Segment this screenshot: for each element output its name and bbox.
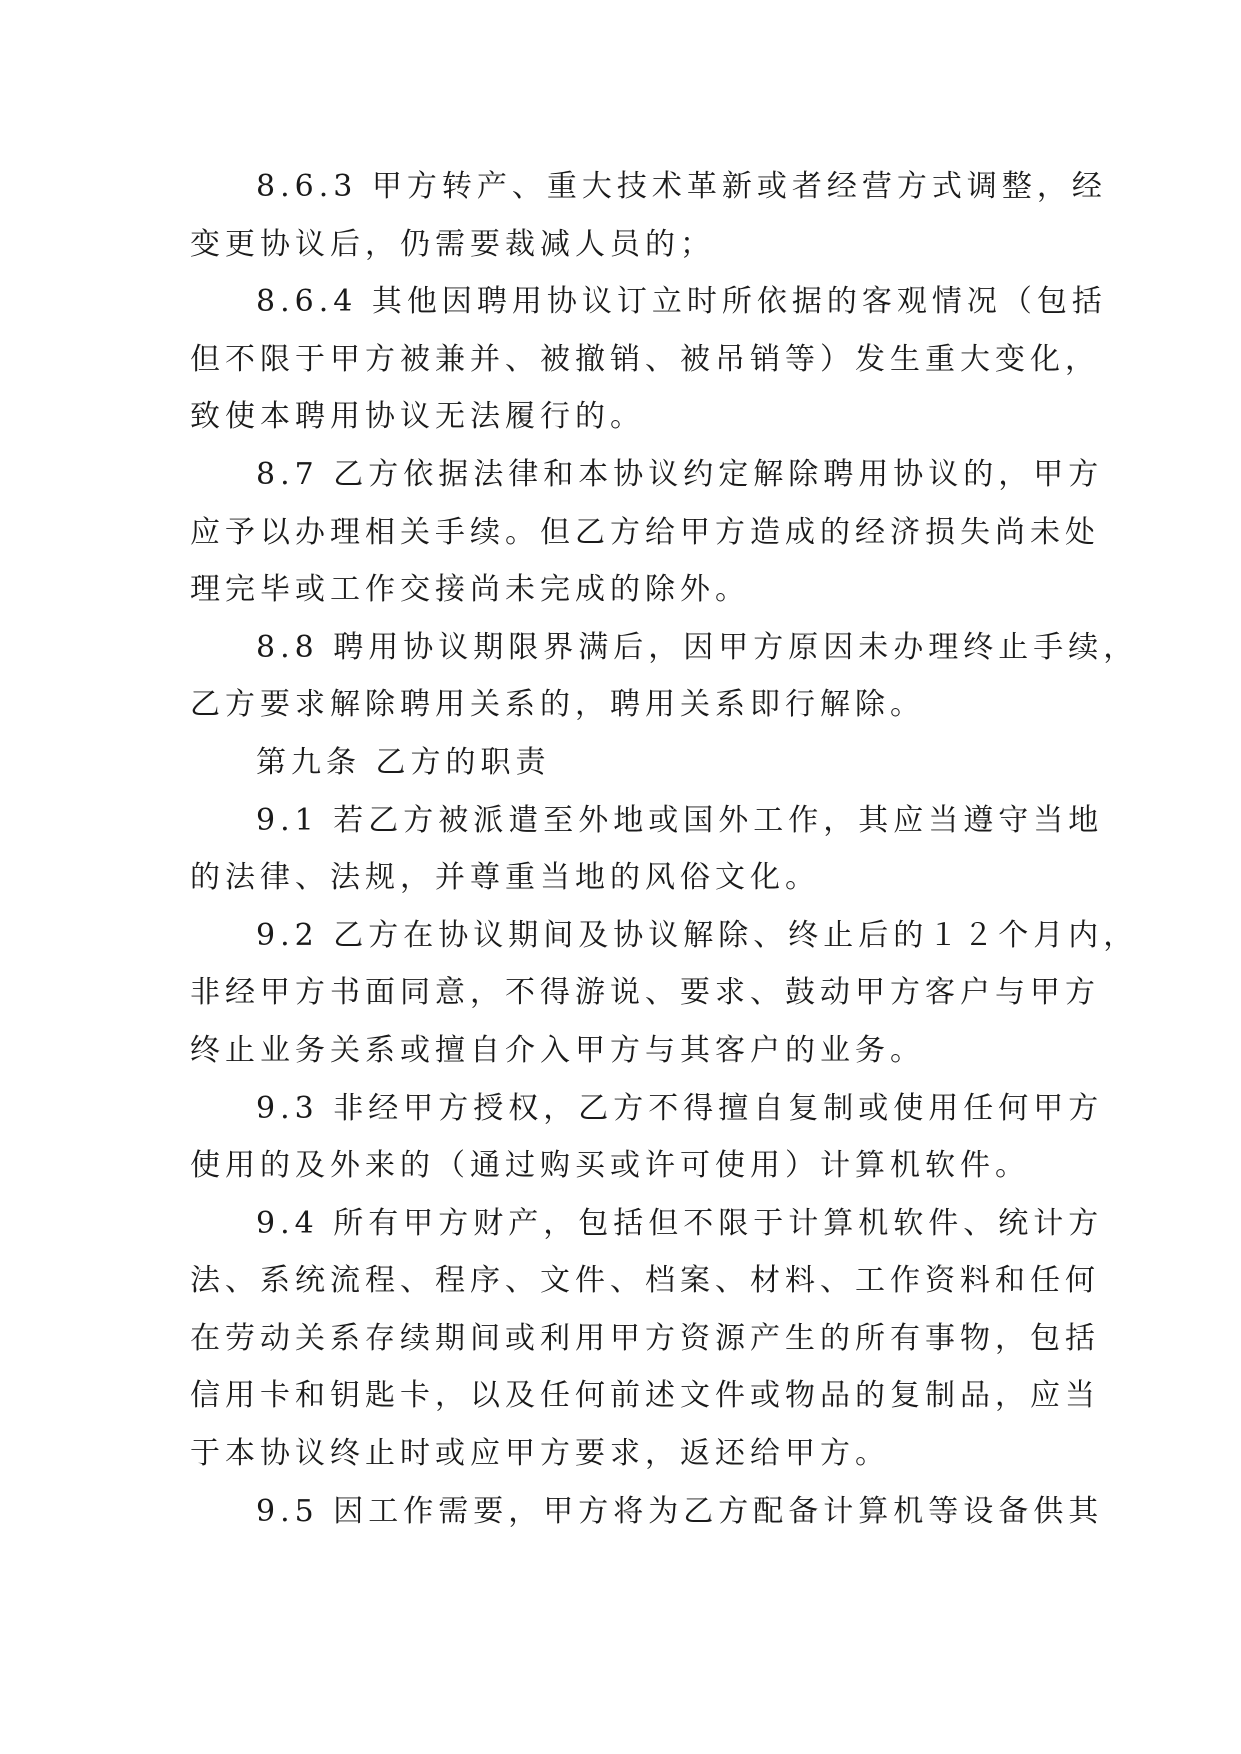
- text-line: 8.8 聘用协议期限界满后，因甲方原因未办理终止手续，: [256, 629, 1139, 665]
- text-line: 9.5 因工作需要，甲方将为乙方配备计算机等设备供其: [256, 1493, 1104, 1529]
- text-line: 9.1 若乙方被派遣至外地或国外工作，其应当遵守当地: [256, 802, 1104, 838]
- text-line: 变更协议后，仍需要裁减人员的；: [190, 226, 715, 262]
- text-line: 9.4 所有甲方财产，包括但不限于计算机软件、统计方: [256, 1205, 1104, 1241]
- text-line: 致使本聘用协议无法履行的。: [190, 399, 645, 435]
- text-line: 在劳动关系存续期间或利用甲方资源产生的所有事物，包括: [190, 1320, 1100, 1356]
- text-line: 乙方要求解除聘用关系的，聘用关系即行解除。: [190, 687, 925, 723]
- text-line: 8.7 乙方依据法律和本协议约定解除聘用协议的，甲方: [256, 456, 1104, 492]
- text-line: 9.2 乙方在协议期间及协议解除、终止后的１２个月内，: [256, 917, 1139, 953]
- text-line: 信用卡和钥匙卡，以及任何前述文件或物品的复制品，应当: [190, 1378, 1100, 1414]
- text-line: 理完毕或工作交接尚未完成的除外。: [190, 572, 750, 608]
- document-body: [190, 158, 1139, 1540]
- text-line: 于本协议终止时或应甲方要求，返还给甲方。: [190, 1436, 890, 1472]
- section-heading: 第九条 乙方的职责: [256, 744, 551, 780]
- text-line: 终止业务关系或擅自介入甲方与其客户的业务。: [190, 1032, 925, 1068]
- text-line: 使用的及外来的（通过购买或许可使用）计算机软件。: [190, 1148, 1030, 1184]
- text-line: 9.3 非经甲方授权，乙方不得擅自复制或使用任何甲方: [256, 1090, 1104, 1126]
- text-line: 法、系统流程、程序、文件、档案、材料、工作资料和任何: [190, 1263, 1100, 1299]
- text-line: 应予以办理相关手续。但乙方给甲方造成的经济损失尚未处: [190, 514, 1100, 550]
- text-line: 8.6.4 其他因聘用协议订立时所依据的客观情况（包括: [256, 284, 1107, 320]
- text-line: 但不限于甲方被兼并、被撤销、被吊销等）发生重大变化，: [190, 341, 1100, 377]
- text-line: 的法律、法规，并尊重当地的风俗文化。: [190, 860, 820, 896]
- text-line: 非经甲方书面同意，不得游说、要求、鼓动甲方客户与甲方: [190, 975, 1100, 1011]
- text-line: 8.6.3 甲方转产、重大技术革新或者经营方式调整，经: [256, 169, 1107, 204]
